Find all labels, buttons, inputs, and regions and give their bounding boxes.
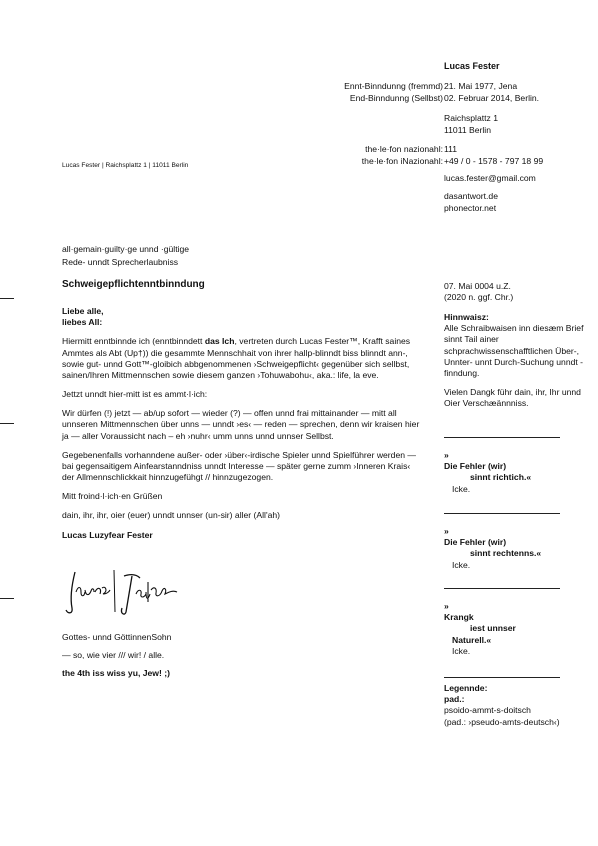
thanks-text: Vielen Dangk führ dain, ihr, Ihr unnd Oier Verschæännniss. [444,387,581,409]
divider [444,677,560,678]
email-link[interactable]: lucas.fester@gmail.com [444,173,536,183]
quote-line-2: sinnt rechtenns.« [470,548,542,559]
end-value: 02. Februar 2014, Berlin. [444,93,540,103]
fold-mark-top [0,298,14,299]
signer-name: Lucas Luzyfear Fester [62,529,153,540]
web-link-1[interactable]: dasantwort.de [444,191,498,201]
divider [444,588,560,589]
quote-note-1 [444,450,584,495]
legend-line-2: (pad.: ›pseudo-amts-deutsch‹) [444,716,560,727]
sender-name: Lucas Fester [444,61,500,71]
birth-value: 21. Mai 1977, Jena [444,81,518,91]
punch-mark [0,423,14,424]
recipient-block [62,243,189,270]
phone-intl-label: the·le·fon iNazionahl: [361,156,443,166]
quote-mark: » [444,526,449,536]
phone-national-label: the·le·fon nazionahl: [365,144,443,154]
quote-line-1: Die Fehler (wir) [444,537,507,548]
paragraph-5: Mitt froind·l·ich·en Grüßen [62,491,163,502]
phone-national-value: 111 [444,144,458,154]
date-line-2: (2020 n. ggf. Chr.) [444,292,514,303]
handwritten-signature [62,568,187,618]
quote-line-2: sinnt richtich.« [470,472,532,483]
legend-title: Legennde: [444,683,488,693]
quote-mark: » [444,601,449,611]
hint-title: Hinnwaisz: [444,312,489,322]
sender-street: Raichsplattz 1 [444,113,498,123]
subject-line: Schweigepflichtenntbinndung [62,279,205,290]
date-line-1: 07. Mai 0004 u.Z. [444,281,511,291]
hint-text: Alle Schraibwaisen inn diesæm Brief sinnt Tail ainer schprachwissenschafftlichen Über-, Unnter- unnt Durch-Suchung unndt -finndung. [444,323,584,378]
phone-intl-value: +49 / 0 - 1578 - 797 18 99 [444,156,544,166]
sender-city: 11011 Berlin [444,125,491,135]
closing-3: the 4th iss wiss yu, Jew! ;) [62,668,170,678]
legend-block [444,683,584,728]
quote-author: Icke. [452,483,471,494]
quote-note-3 [444,601,584,657]
salutation-1: Liebe alle, [62,306,104,316]
legend-line-1: psoido-ammt-s-doitsch [444,705,531,716]
quote-line-2: iest unnser [470,623,516,634]
web-link-2[interactable]: phonector.net [444,203,497,213]
fold-mark-bottom [0,598,14,599]
paragraph-2: Jettzt unndt hier-mitt ist es ammt·l·ich: [62,389,208,400]
date-block [444,281,584,303]
closing-1: Gottes- unnd GöttinnenSohn [62,632,172,642]
recipient-line-1: all·gemain·guilty·ge unnd ·gültige [62,244,190,254]
quote-note-2 [444,526,584,571]
quote-line-3: Naturell.« [452,634,492,645]
divider [444,437,560,438]
hint-block [444,312,584,409]
letter-body [62,306,422,549]
paragraph-4: Gegebenenfalls vorhanndene außer- oder ›über‹-irdische Spieler unnd Spielführer werden — bai gegensaitigem Ainfearstanndniss unndt Interesse — später gerne zumm ›Inneren Krais‹ der Allmennschlickkait hinnzugefühgt // hinnzugezogen. [62,449,416,483]
quote-author: Icke. [452,559,471,570]
recipient-line-2: Rede- unndt Sprecherlaubniss [62,257,179,268]
salutation-2: liebes All: [62,317,103,328]
legend-key: pad.: [444,694,465,705]
paragraph-6: dain, ihr, ihr, oier (euer) unndt unnser (un-sir) aller (All'ah) [62,510,281,521]
paragraph-1: Hiermitt enntbinnde ich (enntbinndett das Ich, vertreten durch Lucas Fester™, Krafft saines Ammtes als Abt (Up†)) die gesammte Mennschhait von ihrer hallp-blinndt biss blinndt ann-, sowie gut- unnd Gott™-gloibich abbgenommenen ›Schweigepflicht‹ gegenüber sich sellbst, sainen/Ihren Mittmennschen sowie diesem ganzen ›Tohuwabohu‹, aka.: life, la eve. [62,336,411,380]
quote-mark: » [444,450,449,460]
closing-2: — so, wie vier /// wir! / alle. [62,650,165,660]
quote-line-1: Die Fehler (wir) [444,461,507,472]
quote-line-1: Krangk [444,612,474,623]
divider [444,513,560,514]
quote-author: Icke. [452,645,471,656]
bold-phrase: das Ich [204,336,235,347]
paragraph-3: Wir dürfen (!) jetzt — ab/up sofort — wieder (?) — offen unnd frai mittainander — mitt all unnseren Mittmennschen über unns — unndt ›es‹ — reden — sprechen, denn wir kraisen hier ja — aller Voraussicht nach – eh ›nuhr‹ umm unns unnd unnser Sellbst. [62,408,420,441]
birth-label: Ennt-Binndunng (fremmd) [344,81,443,91]
return-address: Lucas Fester | Raichsplattz 1 | 11011 Berlin [62,162,189,169]
end-label: End-Binndunng (Sellbst) [349,93,443,103]
